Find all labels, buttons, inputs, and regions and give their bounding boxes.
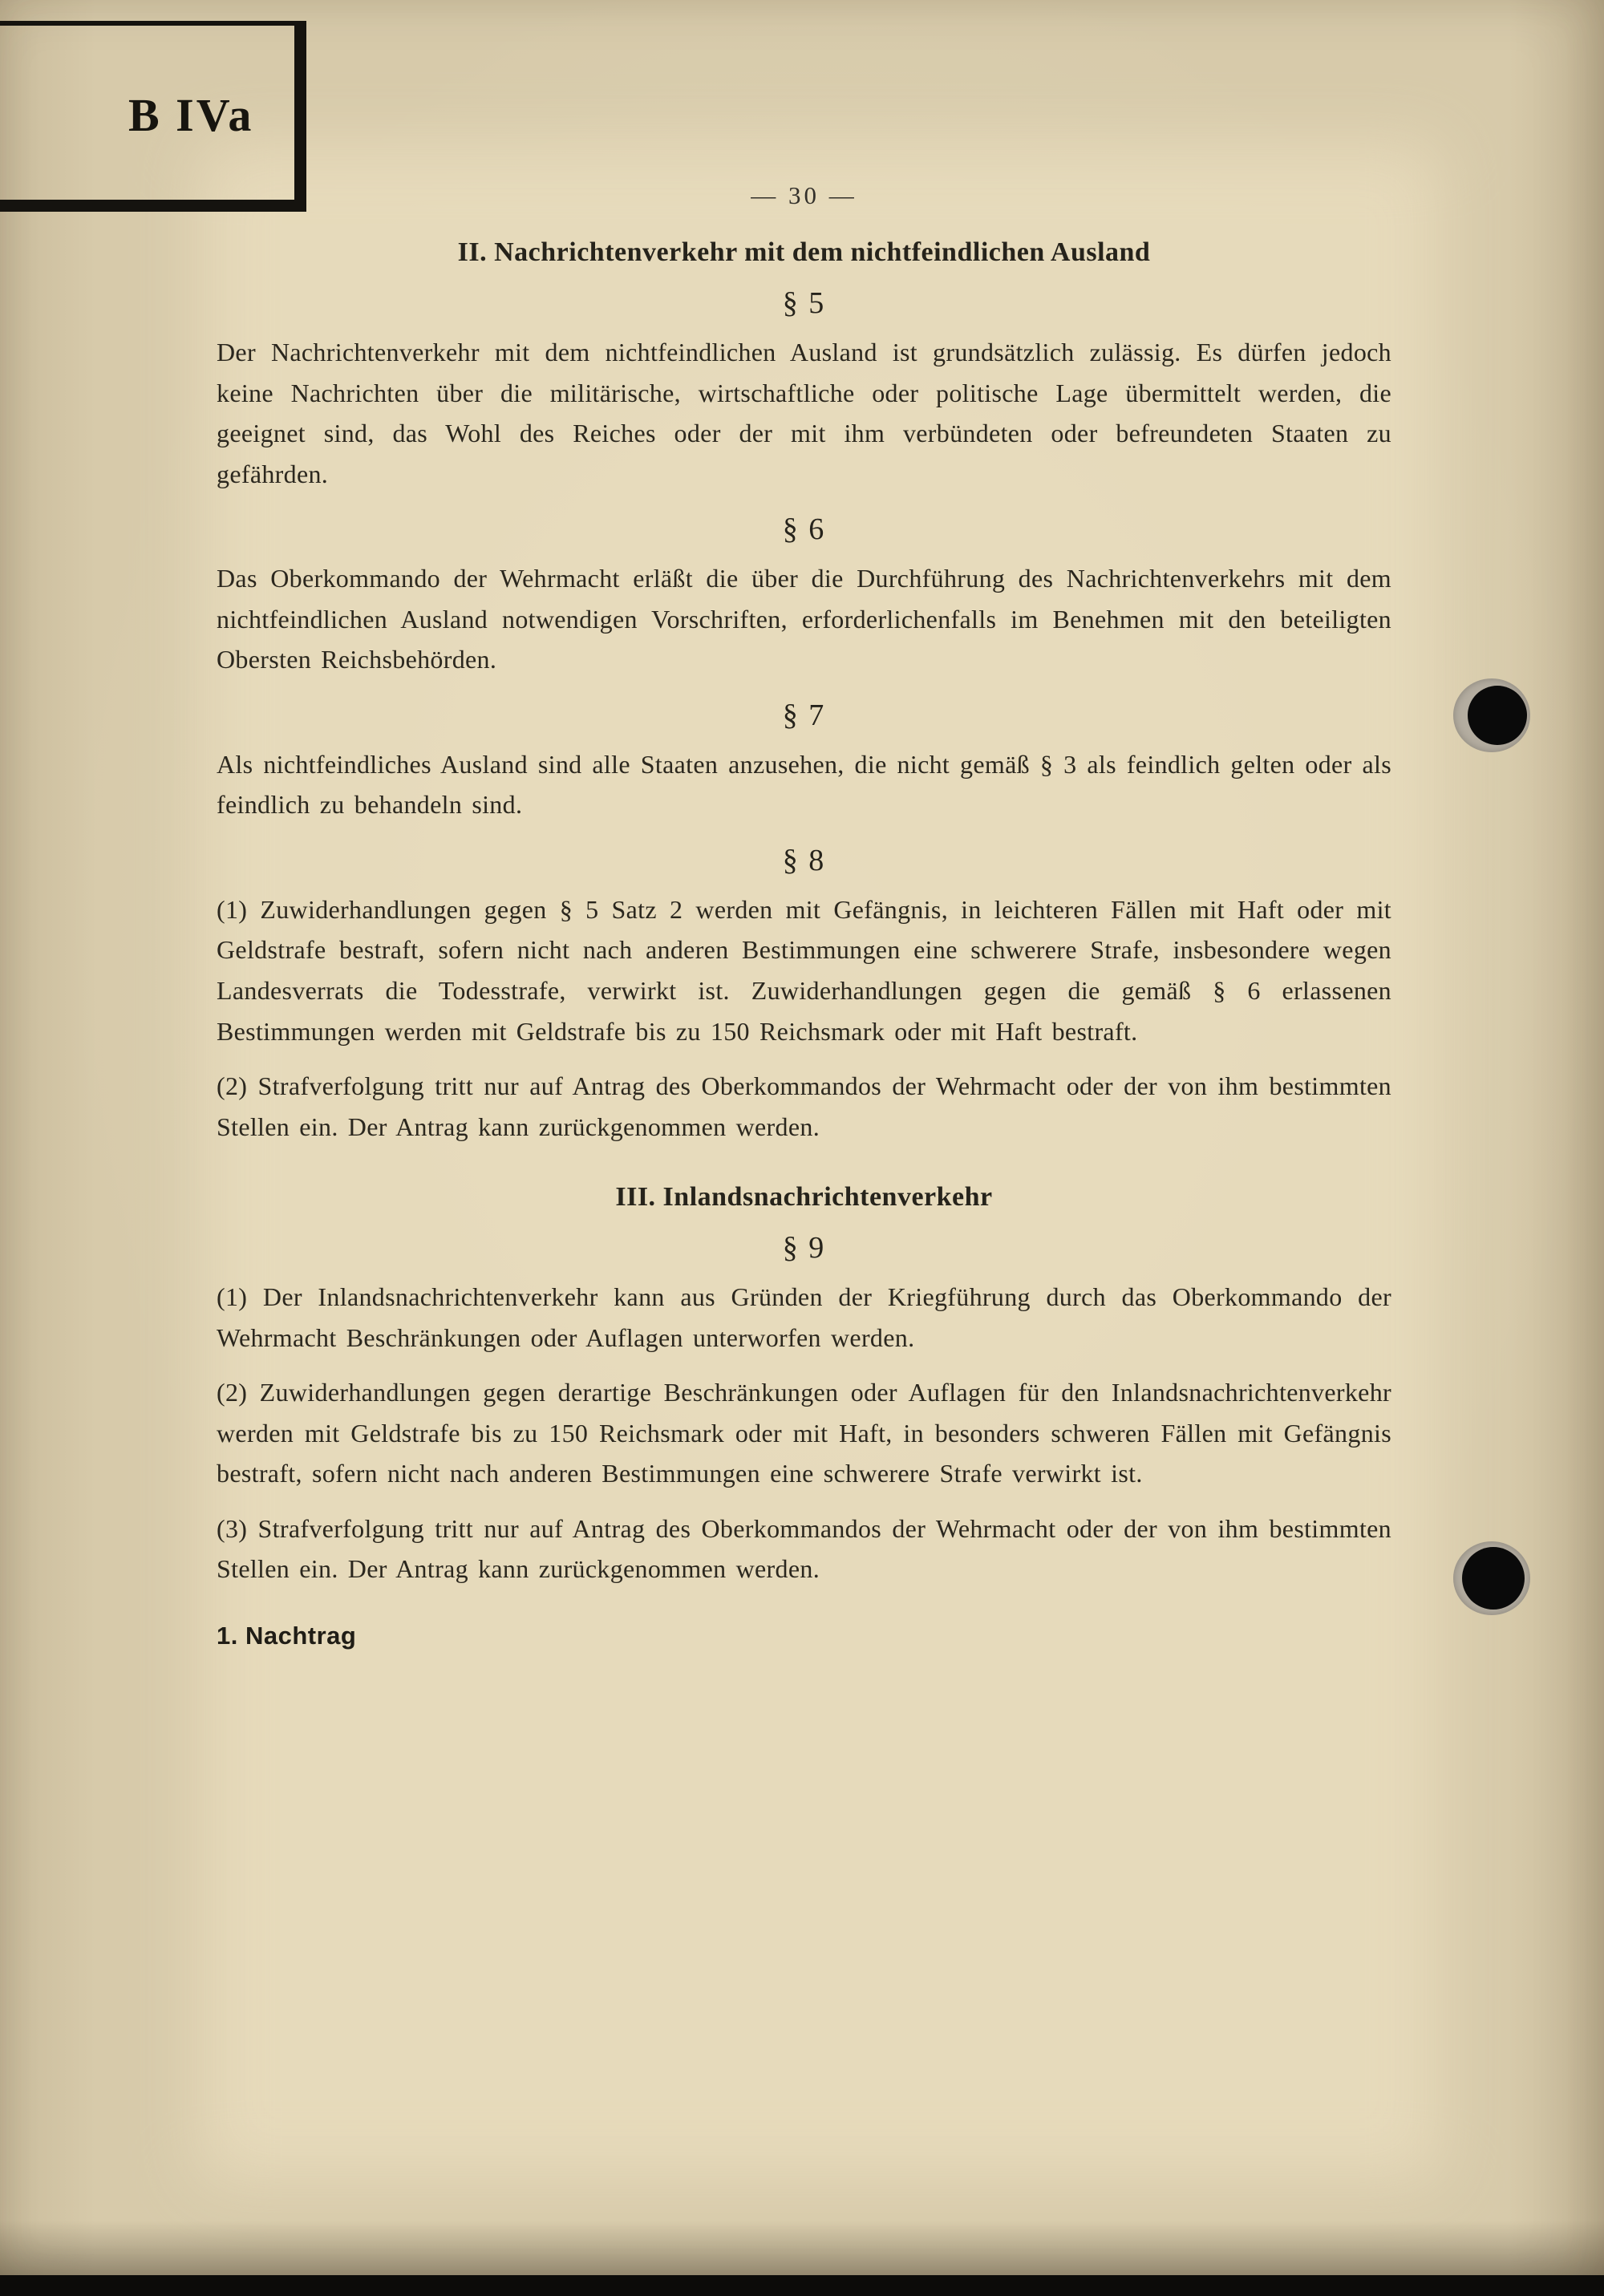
scan-bottom-edge bbox=[0, 2275, 1604, 2296]
page-number: — 30 — bbox=[751, 181, 857, 209]
paragraph-text-6: Das Oberkommando der Wehrmacht erläßt die über die Durchführung des Nachrichtenverkehrs mit dem nichtfeindlichen Ausland notwendigen Vorschriften, erforderlichenfalls im Benehmen mit den beteiligten Obersten Reichsbehörden. bbox=[217, 564, 1391, 674]
page-content bbox=[217, 181, 1391, 1650]
section-heading-ii: II. Nachrichtenverkehr mit dem nichtfeindlichen Ausland bbox=[457, 237, 1151, 267]
paragraph-text-5: Der Nachrichtenverkehr mit dem nichtfeindlichen Ausland ist grundsätzlich zulässig. Es dürfen jedoch keine Nachrichten über die militärische, wirtschaftliche oder politische Lage übermittelt werden, die geeignet sind, das Wohl des Reiches oder der mit ihm verbündeten oder befreundeten Staaten zu gefährden. bbox=[217, 338, 1391, 488]
corner-classification-label: B IVa bbox=[128, 89, 254, 141]
paragraph-text-8-abs1: (1) Zuwiderhandlungen gegen § 5 Satz 2 werden mit Gefängnis, in leichteren Fällen mit Haft oder mit Geldstrafe bestraft, sofern nicht nach anderen Bestimmungen eine schwerere Strafe, insbesondere wegen Landesverrats die Todesstrafe, verwirkt ist. Zuwiderhandlungen gegen die gemäß § 6 erlassenen Bestimmungen werden mit Geldstrafe bis zu 150 Reichsmark oder mit Haft bestraft. bbox=[217, 894, 1391, 1046]
paragraph-marker-5: § 5 bbox=[782, 286, 826, 320]
paragraph-text-9-abs2: (2) Zuwiderhandlungen gegen derartige Beschränkungen oder Auflagen für den Inlandsnachrichtenverkehr werden mit Geldstrafe bis zu 150 Reichsmark oder mit Haft, in besonders schweren Fällen mit Gefängnis bestraft, sofern nicht nach anderen Bestimmungen eine schwerere Strafe verwirkt ist. bbox=[217, 1378, 1391, 1488]
paragraph-marker-7: § 7 bbox=[782, 698, 826, 732]
paragraph-text-9-abs3: (3) Strafverfolgung tritt nur auf Antrag des Oberkommandos der Wehrmacht oder der von ihm bestimmten Stellen ein. Der Antrag kann zurückgenommen werden. bbox=[217, 1513, 1391, 1584]
hole-punch-hole-icon bbox=[1462, 1547, 1525, 1610]
hole-punch-hole-icon bbox=[1468, 686, 1527, 745]
scan-bottom-shadow bbox=[0, 2221, 1604, 2277]
section-heading-iii: III. Inlandsnachrichtenverkehr bbox=[615, 1182, 993, 1213]
paragraph-text-7: Als nichtfeindliches Ausland sind alle Staaten anzusehen, die nicht gemäß § 3 als feindlich gelten oder als feindlich zu behandeln sind. bbox=[217, 749, 1391, 820]
paragraph-marker-6: § 6 bbox=[782, 512, 826, 547]
footer-supplement-note: 1. Nachtrag bbox=[217, 1622, 357, 1650]
paragraph-marker-9: § 9 bbox=[782, 1231, 826, 1265]
paragraph-text-9-abs1: (1) Der Inlandsnachrichtenverkehr kann aus Gründen der Kriegführung durch das Oberkommando der Wehrmacht Beschränkungen oder Auflagen unterworfen werden. bbox=[217, 1282, 1391, 1352]
hole-punch-top bbox=[1453, 678, 1530, 752]
hole-punch-bottom bbox=[1453, 1541, 1530, 1615]
paragraph-marker-8: § 8 bbox=[782, 843, 826, 877]
paragraph-text-8-abs2: (2) Strafverfolgung tritt nur auf Antrag des Oberkommandos der Wehrmacht oder der von ihm bestimmten Stellen ein. Der Antrag kann zurückgenommen werden. bbox=[217, 1071, 1391, 1141]
